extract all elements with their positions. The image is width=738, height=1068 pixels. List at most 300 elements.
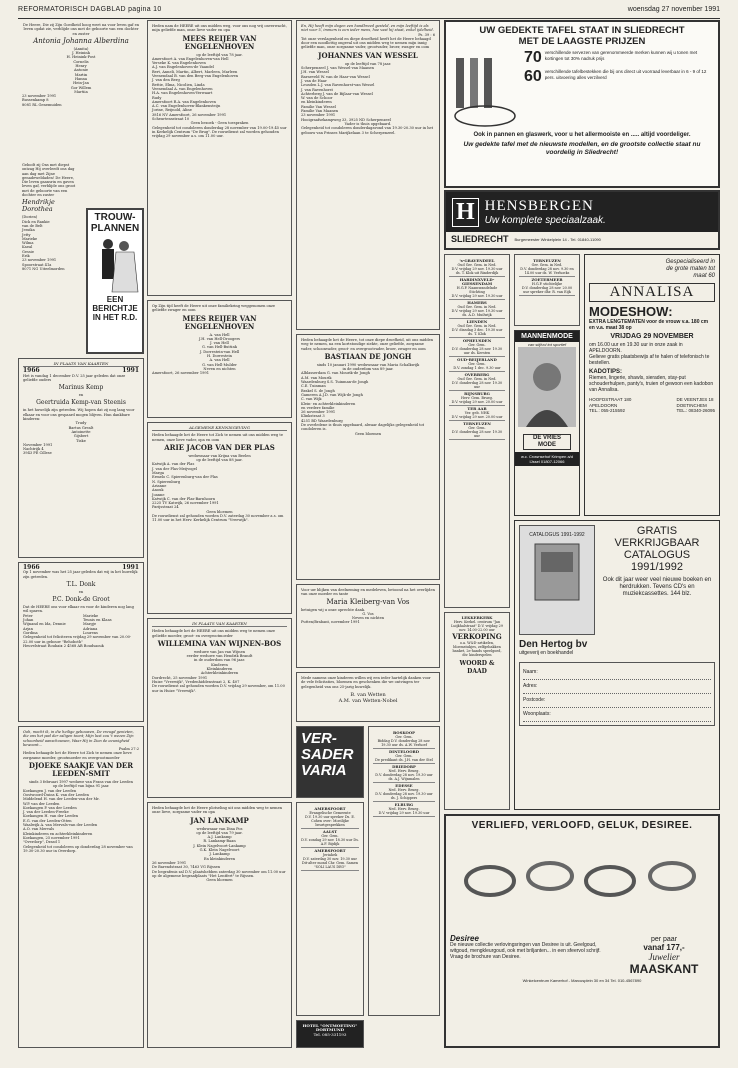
book-icon bbox=[527, 538, 587, 608]
church-name: LIENDEN bbox=[466, 319, 488, 324]
church-text: D.V. zaterdag 30 nov. 19.30 uur Dit-alter mond Chr. Gem. Samen "SOLI LAUS DEO" bbox=[301, 857, 359, 869]
family-list bbox=[152, 57, 287, 113]
church-text: Biddag D.V. donderdag 28 nov. 19.30 uur ds. A.W. Verhoef bbox=[377, 739, 431, 747]
list-line: Joanne bbox=[152, 492, 165, 497]
notice-subname: (Annita) bbox=[73, 46, 89, 51]
notice-age: in de ouderdom van 89 jaar. bbox=[342, 367, 394, 372]
notice-subname: eerder weduwe van Hendrik Brandt bbox=[186, 654, 253, 659]
notice-date: Amersfoort, 26 november 1991 bbox=[152, 371, 209, 376]
notice-city: 8071 NG Uiteelmorden bbox=[22, 266, 65, 271]
notice-name: DJOEKE SAAKJE VAN DER LEEDEN-SMIT bbox=[28, 761, 134, 779]
list-line: Klein- en achterkleinkinderen bbox=[301, 401, 356, 406]
event-title: VERKOPING bbox=[452, 632, 502, 641]
notice-city: Heuvelstraat Roubaix 2 4568 AB Boudsaouk bbox=[23, 643, 104, 648]
ad-text: Gelieve gratis plaatsbewijs af te halen of telefonisch te bestellen. bbox=[589, 354, 710, 366]
list-line: C. van Wijk bbox=[301, 397, 322, 402]
church-sub: Oud Ger. Gem. in Ned. bbox=[457, 324, 497, 328]
list-line: Arjan bbox=[23, 626, 33, 631]
notice-subname: sinds 10 januari 1990 weduwnaar van Maria Schalkwijk bbox=[316, 362, 420, 367]
list-line: En kleinkinderen bbox=[203, 856, 236, 861]
notice-address: "Overdorp", Drasd 1 bbox=[23, 840, 61, 845]
notice-date: 26 november 1991 bbox=[301, 410, 336, 415]
hensbergen-ad bbox=[444, 190, 720, 250]
list-line: Katwijk C. van der Plas-Barnhoorn bbox=[152, 496, 216, 501]
ad-headline: VERKRIJGBAAR bbox=[614, 537, 700, 549]
list-line: van de Belt bbox=[22, 223, 43, 228]
church-sub: Jeriahek bbox=[322, 853, 338, 857]
notice-intro: Voor uw blijken van deelneming en medeleven, betoond na het overlijden van onze moeder en tante bbox=[301, 588, 435, 597]
church-name: TERNEUZEN bbox=[533, 258, 561, 263]
notice-address: Scheurtensstraat 10 bbox=[152, 117, 190, 122]
notice-closing: Geen bloemen bbox=[354, 431, 382, 436]
church-item bbox=[519, 277, 575, 296]
notice-date: 23 november 1991 bbox=[301, 113, 336, 118]
notice-address: Hooigraafsekampweg 33, 3925 ND Scherpenzeel bbox=[301, 117, 391, 122]
notice-age: op de leeftijd van bijna 91 jaar. bbox=[52, 784, 110, 789]
store-city: DOETINCHEM bbox=[676, 402, 707, 408]
brand-name: MAASKANT bbox=[629, 962, 699, 976]
ad-headline: maat 60 bbox=[693, 273, 715, 279]
list-line: J. Lankamp bbox=[209, 852, 230, 857]
collection-name: Desiree bbox=[450, 934, 479, 943]
list-line: Peter bbox=[23, 613, 33, 618]
church-name: EDESSE bbox=[395, 783, 413, 788]
list-line: Gordina bbox=[23, 630, 38, 635]
store-address: HOOFDSTRAAT 180 bbox=[589, 397, 632, 402]
year-end: 1991 bbox=[122, 564, 139, 571]
promo-text: verschillende tafelbestekken die bij ons direct uit voorraad leverbaar in 6 - 9 of 12 pers. uitvoering alles verzilverd bbox=[544, 69, 707, 80]
list-line: J. van der Leeden-Freeke bbox=[23, 810, 69, 815]
church-text: D.V. donderdag 28 nov. 9.30 en 14.00 uur ds. W. Verhoeks bbox=[520, 267, 574, 275]
list-line: Amersfoort R.A. van Engelenhoven bbox=[152, 99, 216, 104]
church-sub: Ver. geb. NHK bbox=[464, 411, 490, 415]
form-field[interactable]: Adres: bbox=[523, 680, 711, 694]
list-line: Yerseke K. van Engelenhoven bbox=[152, 61, 206, 66]
church-name: DINTELOORD bbox=[389, 749, 419, 754]
list-line: A.M. van Wetten-Nobel bbox=[338, 697, 398, 704]
church-listings-col4 bbox=[444, 254, 510, 608]
brand-name: DE VRIES MODE bbox=[523, 434, 571, 450]
list-line: W. van de Schoor bbox=[301, 96, 333, 101]
list-line: Teunis en Klaas bbox=[83, 618, 112, 623]
ad-text: Ook dit jaar weer veel nieuwe boeken en herdrukken. Tevens CD's en muziekcassettes. 144 blz. bbox=[602, 577, 712, 597]
ad-slogan: Uw gedekte tafel met de nieuwste modellen, en de grootste collectie staat nu voordelig in Sliedrecht! bbox=[463, 141, 701, 156]
brand-prefix: Juwelier bbox=[648, 952, 680, 962]
church-name: OUD-BEIJERLAND bbox=[457, 357, 497, 362]
church-item bbox=[301, 806, 359, 829]
church-name: RIJNSBURG bbox=[464, 391, 490, 396]
notice-closing: Geen bezoek - Geen toespraken bbox=[190, 121, 249, 126]
church-sub: Ger. Gem. bbox=[468, 426, 486, 430]
list-line: Brakel S. de Jongh bbox=[301, 388, 335, 393]
church-name: DRIEDORP bbox=[392, 764, 416, 769]
notice-address: Klinkstraat 3 bbox=[301, 414, 325, 419]
obituary-djoeke bbox=[18, 726, 144, 1048]
church-item bbox=[373, 764, 435, 783]
brand-name: HENSBERGEN bbox=[484, 198, 594, 214]
list-line: R. Lankamp-Baan bbox=[203, 839, 236, 844]
maaskant-desiree-ad bbox=[444, 814, 720, 1048]
trouwplannen-ad bbox=[86, 208, 144, 354]
order-form bbox=[519, 662, 715, 726]
notice-city: 4251 BD Waardenburg bbox=[301, 418, 343, 423]
list-line: Barneveld W. van de Haar-van Wessel bbox=[301, 74, 370, 79]
church-name: TERNEUZEN bbox=[463, 421, 491, 426]
notice-intro: Het is vandag 1 december D.V. 25 jaar geleden dat onze geliefde ouders bbox=[23, 373, 126, 382]
notice-psalm: Ps. 39 : 6 bbox=[418, 32, 435, 37]
promo-text: verschillende servezen van gerenommeerde merken kunnen wij u tonen met kortingen tot 30% nadruk prijs bbox=[544, 50, 698, 61]
list-line: Waardenburg S.S. Tuinman-de Jongh bbox=[301, 380, 369, 385]
notice-age: op de leeftijd van 78 jaar. bbox=[344, 61, 392, 66]
notice-age: op de leeftijd van 88 jaar. bbox=[196, 458, 243, 463]
list-line: A.J. Lankamp bbox=[207, 835, 232, 840]
notice-name: JAN LANKAMP bbox=[190, 815, 249, 825]
obituary-jan-lankamp bbox=[147, 802, 292, 1048]
church-item bbox=[301, 848, 359, 871]
list-line: Cornelis bbox=[73, 59, 89, 64]
obituary-mees-1 bbox=[147, 20, 292, 296]
notice-thanks: betuigen wij u onze oprechte dank. bbox=[301, 607, 366, 612]
list-line: en verdere familie bbox=[301, 405, 335, 410]
church-item bbox=[449, 357, 505, 372]
brand-address: w.c. Crownsehof Krimpen a/d IJssel 01807-12066 bbox=[515, 452, 579, 466]
list-line: G. van Hell-Buttink bbox=[202, 345, 237, 350]
notice-footer: De rouwdienst zal gehouden worden D.V. zaterdag 30 november a.s. om 11.00 uur in het Herv. Kerkelijk Centrum "Vreewijk". bbox=[152, 514, 284, 523]
list-line: Katwijk A. van der Plas bbox=[152, 462, 195, 467]
list-line: Lourens bbox=[83, 630, 98, 635]
church-sub: Ned. Herv. Brueg. bbox=[388, 788, 420, 792]
kaart-label: IN PLAATS VAN KAARTEN bbox=[23, 362, 139, 367]
church-item bbox=[449, 338, 505, 357]
notice-intro: Tot onze verslagenheid en diepe droefheid heeft het de Heere behaagd door een noodlottig ongeval uit ons midden weg te nemen mijn innig geliefde man, onze zorgzame vader, grootvader, broer, zwager en oom bbox=[301, 36, 431, 50]
church-item bbox=[449, 372, 505, 391]
notice-intro: De Heere, Die zij Zijn Goedheid hoog weet na voor leven gaf en leven opdat zie, verblijde ons met de geboorte van een dochter en zuster bbox=[22, 23, 140, 36]
ad-headline: VERLIEFD, VERLOOFD, GELUK, DESIREE. bbox=[471, 820, 693, 831]
family-list bbox=[22, 220, 80, 259]
brand-name: ANNALISA bbox=[589, 283, 715, 302]
notice-address: Spoorstraat 41a bbox=[22, 262, 52, 267]
notice-name: Maria Kleiberg-van Vos bbox=[326, 597, 410, 606]
store-city: APELDOORN bbox=[589, 402, 618, 408]
notice-date: 2225 TV Katwijk, 26 november 1991 bbox=[152, 501, 219, 506]
church-name: AMERSFOORT bbox=[314, 848, 346, 853]
notice-address: De Barendstraat 30, 7463 VG Rijssen bbox=[152, 865, 221, 870]
notice-intro: Heden behaagde het de Heere tot Zich te nemen uit ons midden weg te nemen, onze lieve vader, opa en oom bbox=[152, 433, 283, 442]
church-text: D.V. vrijdag 29 nov. 20.00 uur bbox=[451, 415, 503, 419]
church-item bbox=[449, 277, 505, 300]
notice-intro: Heden behaagde het de Heere plotseling uit ons midden weg te nemen onze lieve, zorgzame vader en opa bbox=[152, 806, 283, 815]
list-line: J. Klein Nagelvoort-Lankamp bbox=[193, 843, 246, 848]
list-line: Gameren A.J.D. van Wijk-de Jongh bbox=[301, 392, 363, 397]
list-line: G. van Hell-Mulder bbox=[202, 362, 237, 367]
form-field[interactable]: Naam: bbox=[523, 666, 711, 680]
year-end: 1991 bbox=[122, 367, 139, 375]
church-text: D.V. zondag 1 dec. 9.30 uur bbox=[453, 366, 501, 370]
ad-text: om 16.00 uur en 19.30 uur in onze zaak in APELDOORN. bbox=[589, 342, 683, 354]
notice-address: Nachtrijk 4 bbox=[23, 447, 44, 452]
church-sub: Ger. Gem. bbox=[468, 343, 486, 347]
church-text: D.V. vrijdag 29 nov. 19.30 uur bbox=[378, 811, 430, 815]
ad-headline: GRATIS bbox=[636, 525, 678, 537]
notice-footer: Gelegenheid tot condoleren op donderdag 28 november van 19.30-20.30 uur in Overdorp. bbox=[23, 844, 133, 853]
obituary-bastiaan bbox=[296, 334, 440, 580]
list-line: Margje bbox=[83, 622, 97, 627]
notice-date: Koekangen, 25 november 1991 bbox=[23, 835, 80, 840]
church-text: D.V. donderdag 28 nov. 19.30 uur ds. A.J. Wijnmalen bbox=[375, 773, 433, 781]
church-item bbox=[519, 258, 575, 277]
ad-headline: MANNENMODE bbox=[515, 331, 579, 342]
list-line: A.O. van Mervals bbox=[23, 827, 55, 832]
church-name: OVERBERG bbox=[464, 372, 490, 377]
list-line: Waalwijk A. van Mervals-van der Leeden bbox=[23, 823, 98, 828]
list-line: A. van Hell bbox=[209, 358, 230, 363]
church-name: AMERSFOORT bbox=[314, 806, 346, 811]
brand-tagline: Uw komplete speciaalzaak. bbox=[484, 215, 606, 226]
church-sub: Herv. Gem. Brueg. bbox=[461, 396, 493, 400]
notice-intro: Op 1 november was het 25 jaar geleden dat wij in het huwelijk zijn getreden. bbox=[23, 570, 138, 579]
church-text: D.V. vrijdag 29 nov. 19.30 uur bbox=[451, 294, 503, 298]
list-line: Martin bbox=[74, 72, 88, 77]
list-line: J. Dorrestein-van Hell bbox=[199, 349, 240, 354]
church-item bbox=[373, 783, 435, 802]
obituary-arie bbox=[147, 422, 292, 614]
list-line: Tiske bbox=[76, 438, 86, 443]
list-line: Middelend H. van der Leeden-van der Mr. bbox=[23, 797, 100, 802]
church-item bbox=[449, 406, 505, 421]
list-line: Achterberg J. van de Bijlaar-van Wessel bbox=[301, 91, 373, 96]
notice-text: Mede namens onze kinderen willen wij een ieder hartelijk danken voor de vele felicitaties, bloemen en geschenken die we ontvingen ter gelegenheid van ons 25-jarig huwelijk. bbox=[301, 676, 431, 689]
church-list bbox=[373, 730, 435, 817]
church-sub: Oud Ger. Gem. in Ned. bbox=[457, 377, 497, 381]
church-sub: Ger. Gem. in Ned. bbox=[531, 263, 563, 267]
church-sub: Ger. Gem. bbox=[395, 735, 413, 739]
list-line: Bettie, Elma, Nicolien, Linda bbox=[152, 82, 205, 87]
lekkerkerk-verkoping bbox=[444, 612, 510, 810]
church-listings-terneuzen bbox=[514, 254, 580, 326]
notice-date: November 1991 bbox=[23, 442, 53, 447]
notice-subname: weduwe van Jan van Wijnen bbox=[193, 649, 246, 654]
list-line: E.G. van der Leeden-Otten bbox=[23, 818, 72, 823]
church-item bbox=[449, 258, 505, 277]
church-text: D.V. vrijdag 29 nov. 19.30 uur ds. A.D. Muilwijk bbox=[451, 309, 503, 317]
notice-footer: Gelegenheid tot condoleren donderdagavond van 19.30-20.30 uur in het gebouw van Prinses Marijkelaan 3 te Scherpenzeel. bbox=[301, 126, 434, 135]
church-name: TER AAR bbox=[467, 406, 487, 411]
year-start: 1966 bbox=[23, 367, 40, 375]
notice-footer: De begrafenis zal D.V. plaatshebben zaterdag 30 november om 11.00 uur op de algemene begraafplaats "Het Lentfert" te Rijssen. bbox=[152, 869, 286, 878]
children-list bbox=[23, 614, 139, 635]
notice-date: 3816 NV Amersfoort, 26 november 1991 bbox=[152, 112, 227, 117]
list-line: Neven en nichten bbox=[351, 616, 385, 621]
notice-intro: Op Zijn tijd heeft de Heere uit onze familiekring weggenomen onze geliefde zwager en oom bbox=[152, 304, 276, 313]
list-line: Familie Van Maanen bbox=[301, 109, 339, 114]
notice-intro: Heden behaagde het de HEERE uit ons midden weg te nemen onze geliefde moeder, groot- en overgrootmoeder bbox=[152, 629, 276, 638]
list-line: Jorine, Reijnold, Aline bbox=[152, 108, 192, 113]
list-line: Gijsbert bbox=[73, 434, 89, 439]
list-line: H. Dorrestein bbox=[207, 354, 232, 359]
notice-city: 3943 PE Cillese bbox=[23, 451, 52, 456]
church-text: D.V. vrijdag 29 nov. 20.00 uur bbox=[451, 400, 503, 404]
names-list bbox=[301, 692, 435, 704]
church-name: HARDINXVELD-GIESSENDAM bbox=[459, 277, 495, 286]
family-list bbox=[301, 612, 435, 621]
kaart-label: ALGEMENE KENNISGEVING bbox=[152, 426, 287, 431]
notice-name: Marinus Kemp bbox=[58, 384, 104, 392]
ad-headline: CATALOGUS bbox=[623, 549, 691, 561]
birth-notice-hendrikje bbox=[18, 160, 84, 356]
list-line: Leusden L.J. van Ravenhorst-van Wessel bbox=[301, 83, 375, 88]
list-line: Marieke bbox=[83, 613, 99, 618]
bride-groom-icon bbox=[90, 234, 142, 294]
church-sub: H.G.P. stichtelijke bbox=[531, 282, 563, 286]
notice-and: en bbox=[78, 589, 84, 594]
brand-address: Burgemeester Winkelplein 14 - Tel. 01840-11090 bbox=[514, 236, 601, 242]
promo-number: 70 bbox=[524, 49, 542, 66]
kaart-label: IN PLAATS VAN KAARTEN bbox=[152, 622, 287, 627]
church-item bbox=[373, 730, 435, 749]
church-item bbox=[449, 391, 505, 406]
church-item bbox=[373, 749, 435, 764]
notice-name: WILLEMINA VAN WIJNEN-BOS bbox=[157, 638, 282, 648]
notice-city: 8081 RL Genemuiden bbox=[22, 102, 62, 107]
ad-headline: Gespecialiseerd in bbox=[665, 259, 715, 265]
list-line: Arianne bbox=[152, 483, 167, 488]
list-line: C.E. Tuinman bbox=[301, 384, 326, 389]
list-line: J.H. van Wessel bbox=[301, 70, 329, 75]
list-line: Trudy bbox=[75, 421, 87, 426]
list-line: Antonie bbox=[73, 68, 89, 73]
list-line: Jetty bbox=[22, 232, 31, 237]
church-list bbox=[449, 258, 505, 440]
notice-footer: De rouwdienst zal gehouden worden D.V. vrijdag 29 november, om 11.00 uur in Huize "Vreewijk". bbox=[152, 684, 285, 693]
church-sub: Ger. Gem. bbox=[468, 362, 486, 366]
list-line: G.K. Klein Nagelvoort bbox=[199, 848, 240, 853]
list-line: Kleinkinderen en achterkleinkinderen bbox=[23, 831, 93, 836]
notice-subname: sinds 3 februari 1997 weduwe van Frans van der Leeden bbox=[28, 780, 133, 785]
list-line: Kinderen bbox=[211, 662, 228, 667]
notice-name: Antonia Johanna Alberdina bbox=[33, 36, 129, 45]
list-line: Alblasserdam G. van Mourik-de Jongh bbox=[301, 371, 370, 376]
church-sub: Ned. Herv. Brueg. bbox=[388, 769, 420, 773]
notice-text: Dat de HEERE ons voor elkaar en voor de kinderen nog lang wil sparen. bbox=[23, 605, 134, 614]
list-line: Veenendaal B. van den Berg-van Engelenhoven bbox=[152, 74, 239, 79]
list-line: A. van Hell bbox=[209, 332, 230, 337]
obituary-johannes bbox=[296, 20, 440, 330]
church-item bbox=[373, 802, 435, 817]
family-list bbox=[23, 789, 139, 836]
church-item bbox=[449, 300, 505, 319]
list-line: Gor Willem bbox=[70, 85, 92, 90]
list-line: J. van de Haar bbox=[301, 78, 327, 83]
church-listings-left bbox=[296, 802, 364, 1016]
list-line: Ermelo C. Spierenburg-van der Plas bbox=[152, 475, 218, 480]
list-line: Achterkleinkinderen bbox=[200, 671, 239, 676]
ad-text: De nieuwe collectie verlovingsringen van Desiree is uit. Geelgoud, witgoud, mengkleurgoud, ook met briljanten... in een sfeervol schrijf. Vraag de brochure van Desiree. bbox=[450, 942, 601, 960]
family-list bbox=[152, 663, 287, 676]
church-sub: Evangelische Gemeente bbox=[309, 811, 351, 815]
church-sub: Oud Ger. Gem. in Ned. bbox=[457, 305, 497, 309]
notice-psalm: Psalm 27:2 bbox=[118, 747, 139, 752]
family-list bbox=[152, 835, 287, 861]
notice-name: ARIE JACOB VAN DER PLAS bbox=[164, 442, 275, 452]
notice-name: T.L. Donk bbox=[66, 580, 96, 588]
church-list bbox=[519, 258, 575, 296]
list-line: Wilma bbox=[22, 241, 34, 246]
form-field[interactable]: Postcode: bbox=[523, 694, 711, 708]
brand-address: Winkelcentrum Kamerhof - Marcusplein 30 en 34 Tel. 010-4567890 bbox=[522, 978, 642, 983]
ad-text: EXTRA LENGTEMATEN voor de vrouw v.a. 180 cm en v.a. maat 38 op bbox=[589, 319, 709, 331]
ad-title: TROUW-PLANNEN bbox=[90, 212, 140, 234]
list-line: Kleinkinderen bbox=[206, 667, 233, 672]
list-line: Familie Van Wessel bbox=[301, 104, 336, 109]
list-line: A.M. van Mourik bbox=[301, 375, 332, 380]
church-name: ELBURG bbox=[394, 802, 414, 807]
church-name: ZOETERMEER bbox=[531, 277, 563, 282]
notice-date: Putten/Brabant, november 1991 bbox=[301, 620, 360, 625]
notice-intro: Heden nam de HEERE uit ons midden weg, voor ons nog vrij onverwacht, mijn geliefde man, onze lieve vader en opa bbox=[152, 24, 287, 33]
notice-footer: Gelegenheid tot feliciteren vrijdag 29 november van 20.00-22.00 uur in gebouw "Rehoboth" bbox=[23, 635, 132, 644]
family-list bbox=[22, 51, 140, 94]
list-line: N. Spierenburg bbox=[152, 479, 181, 484]
form-field[interactable]: Woonplaats: bbox=[523, 708, 711, 722]
notice-subname: weduwnaar van Dina Pos bbox=[196, 826, 243, 831]
notice-date: 23 november 1991 bbox=[22, 258, 57, 263]
notice-footer: Gelegenheid tot condoleren donderdag 28 november van 19.00-19.45 uur in Kerkelijk Centrum "De Brug". De rouwdienst zal worden gehouden vrijdag 29 november a.s. om 11.00 uur. bbox=[152, 125, 287, 139]
notice-date: 23 november 1991 bbox=[22, 94, 57, 99]
church-name: AALST bbox=[322, 829, 338, 834]
tableware-icon bbox=[450, 50, 520, 130]
list-line: Koekangen H. van der Leeden bbox=[23, 814, 79, 819]
birth-notice-antonia bbox=[18, 20, 144, 157]
ad-subheading: KADOTIPS: bbox=[589, 369, 622, 375]
ad-date: VRIJDAG 29 NOVEMBER bbox=[610, 333, 694, 340]
church-listings-right bbox=[368, 726, 440, 1016]
notice-intro: Heden behaagde het de Heere tot Zich te nemen onze lieve zorgzame moeder, grootmoeder en overgrootmoeder bbox=[23, 751, 132, 760]
event-text: Herv. Kerkel. centrum "Jan Luijkhalstraat" D.V. vrijdag 29 nov. 14.00-22.00 uur bbox=[451, 620, 503, 632]
anniversary-kemp bbox=[18, 358, 144, 558]
notice-address: Bussenkamp 8 bbox=[22, 98, 49, 103]
list-line: Dick en Rankie bbox=[22, 219, 50, 224]
notice-name: JOHANNES VAN WESSEL bbox=[318, 50, 418, 60]
notice-footer: De overledene is thuis opgebaard, alwaar dagelijks gelegenheid tot condoleren is. bbox=[301, 423, 425, 432]
annalisa-ad bbox=[584, 254, 720, 516]
notice-and: en bbox=[78, 393, 84, 398]
mannenmode-ad bbox=[514, 330, 580, 516]
church-text: D.V. donderdag 28 nov. 19.30 uur bbox=[451, 381, 503, 389]
year-start: 1966 bbox=[23, 564, 40, 571]
thanks-kleiberg bbox=[296, 584, 440, 668]
promo-number: 60 bbox=[524, 68, 542, 85]
list-line: Erik bbox=[22, 254, 30, 259]
ad-headline: MET DE LAAGSTE PRIJZEN bbox=[518, 36, 646, 47]
family-list bbox=[301, 66, 435, 113]
ad-subtitle: EEN BERICHTJE IN HET R.D. bbox=[92, 295, 138, 323]
show-title: MODESHOW: bbox=[589, 304, 673, 319]
ad-slogan: Ook in pannen en glaswerk, voor u het allermooiste en ..... altijd voordeliger. bbox=[473, 132, 691, 138]
catalogus-cover bbox=[519, 525, 595, 635]
list-line: Anouk bbox=[152, 488, 164, 493]
list-line: Koekangen J. van der Leeden bbox=[23, 788, 77, 793]
list-line: Antoinette bbox=[71, 429, 91, 434]
notice-poem: Ooh, mocht ik, in die heilige gebouwen, De vreugd genieten, die ons het pad der zaligen toont; Mijn lust zou 't wezen Zijn schoonheid aanschouwen, Waar Hij in Zion de eeuwigheid bewoont... bbox=[23, 730, 134, 747]
rings-icon bbox=[450, 831, 716, 931]
den-hertog-catalogus-ad bbox=[514, 520, 720, 810]
list-line: Amersfoort A. van Engelenhoven-van Hell bbox=[152, 56, 229, 61]
obituary-willemina bbox=[147, 618, 292, 798]
list-line: G. Vos bbox=[362, 611, 374, 616]
church-text: D.V. donderdag 28 nov. 19.30 uur ds. J. Schippers bbox=[375, 792, 433, 800]
page-header bbox=[18, 4, 720, 19]
church-name: HAMERS bbox=[467, 300, 487, 305]
